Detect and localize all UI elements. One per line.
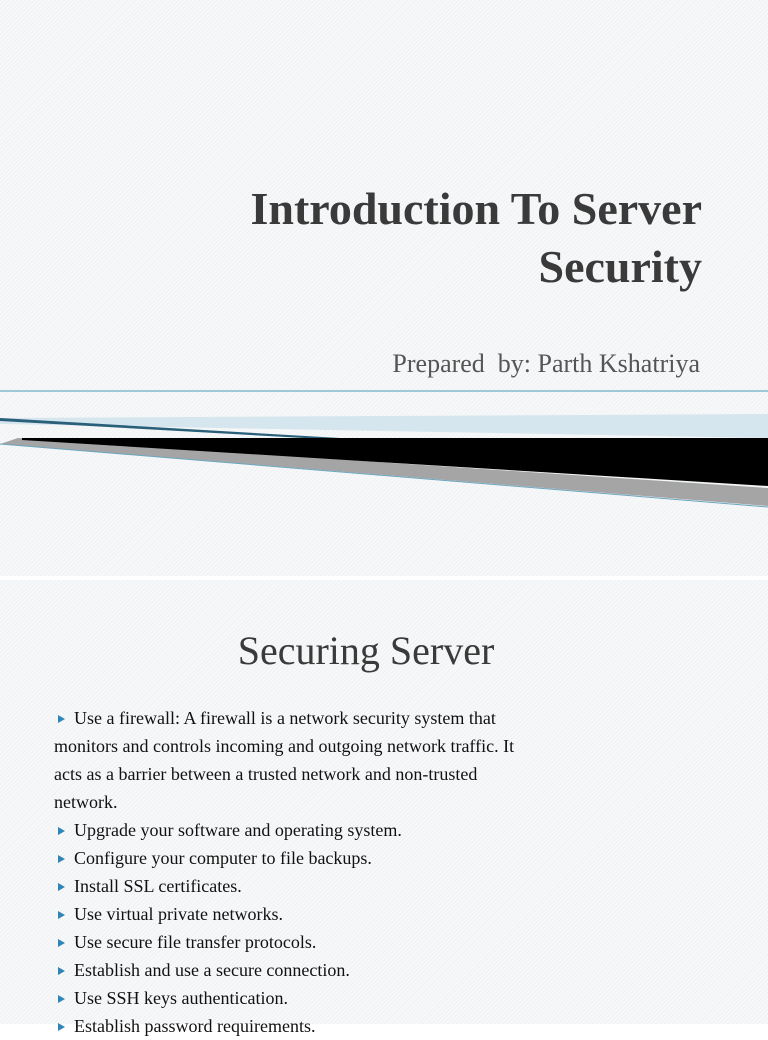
bullet-item [54,816,594,844]
slide-subtitle: Prepared by: Parth Kshatriya [392,349,700,378]
bullet-arrow-icon [58,715,65,723]
bullet-text-line: Use secure file transfer protocols. [74,932,317,952]
slide-title-line-1: Introduction To Server [250,183,702,234]
bullet-item [54,704,594,816]
bullet-item [54,872,594,900]
bullet-arrow-icon [58,967,65,975]
bullet-item [54,1012,594,1040]
slide-title [62,180,702,296]
bullet-arrow-icon [58,1023,65,1031]
bullet-item [54,900,594,928]
bullet-arrow-icon [58,827,65,835]
bullet-item [54,844,594,872]
bullet-text-line: Use a firewall: A firewall is a network security system that [74,708,496,728]
bullet-text-line: monitors and controls incoming and outgoing network traffic. It [54,736,515,756]
bullet-text-line: Install SSL certificates. [74,876,242,896]
bullet-text-line: Upgrade your software and operating system. [74,820,402,840]
bullet-text-line: Establish and use a secure connection. [74,960,350,980]
bullet-text-line: Configure your computer to file backups. [74,848,372,868]
bullet-text-line: Establish password requirements. [74,1016,316,1036]
decorative-band [0,380,768,576]
bullet-item [54,984,594,1012]
band-black-wedge [22,438,768,486]
content-slide-title: Securing Server [237,628,495,673]
bullet-arrow-icon [58,855,65,863]
bullet-text-line: Use virtual private networks. [74,904,283,924]
bullet-item [54,956,594,984]
bullet-arrow-icon [58,939,65,947]
slide-title-line-2: Security [538,241,702,292]
bullet-list [54,704,594,1040]
bullet-text-line: network. [54,792,118,812]
bullet-arrow-icon [58,911,65,919]
bullet-arrow-icon [58,883,65,891]
bullet-item [54,928,594,956]
bullet-text-line: Use SSH keys authentication. [74,988,288,1008]
content-slide [0,580,768,1036]
bullet-text-line: acts as a barrier between a trusted network and non-trusted [54,764,478,784]
bullet-arrow-icon [58,995,65,1003]
